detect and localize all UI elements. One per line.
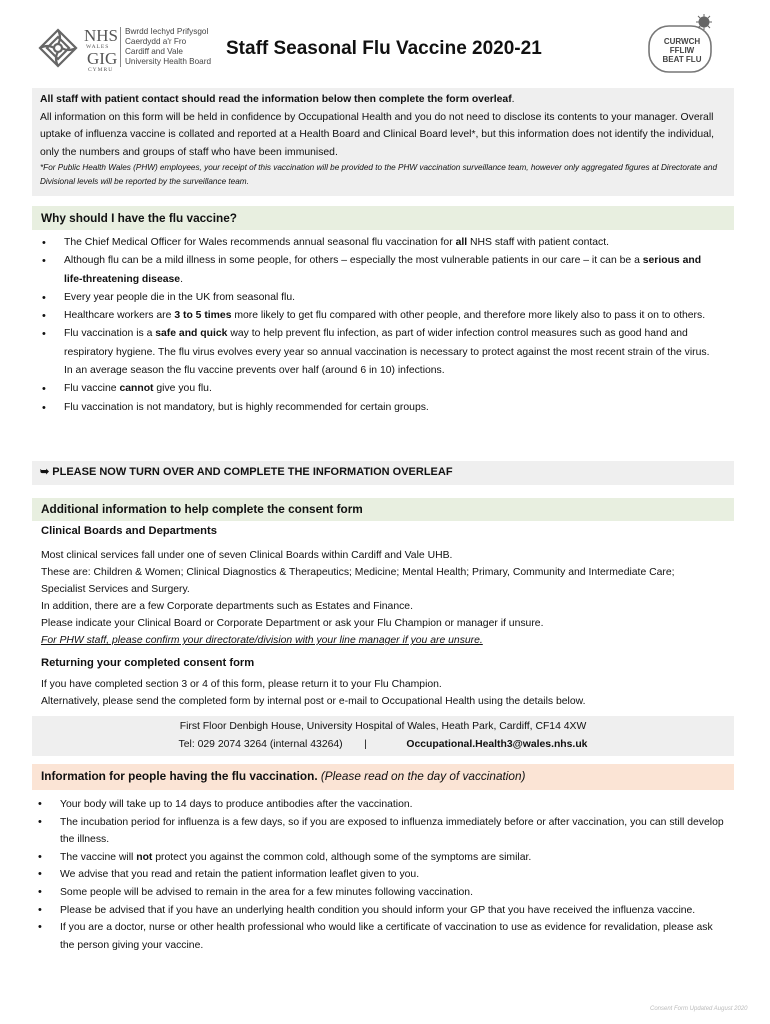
list-item [38,399,710,417]
why-list [38,234,710,417]
hb-line: University Health Board [125,57,212,66]
list-item [34,796,724,814]
intro-panel [32,88,734,196]
gig-text: GIG [87,49,118,68]
nhs-logo [36,26,226,74]
additional-heading: Additional information to help complete the consent form [32,498,734,521]
text: Flu vaccination is not mandatory, but is highly recommended for certain groups. [64,401,429,413]
boards-heading: Clinical Boards and Departments [41,525,217,537]
text: Every year people die in the UK from seasonal flu. [64,291,296,303]
intro-footnote: *For Public Health Wales (PHW) employees, your receipt of this vaccination will be provided to the PHW vaccination surveillance team, however only aggregated figures at Directorate and Divisional levels will be reported by the surveillance team. [40,163,717,186]
text: Healthcare workers are [64,310,175,322]
emphasis: safe and quick [155,328,228,340]
oh-address: First Floor Denbigh House, University Hospital of Wales, Heath Park, Cardiff, CF14 4XW [179,721,587,732]
text: Flu vaccination is a [64,328,156,340]
emphasis: all [455,237,468,248]
why-heading: Why should I have the flu vaccine? [32,206,734,230]
list-item [38,289,710,307]
phw-note: For PHW staff, please confirm your directorate/division with your line manager if you are unsure. [41,635,483,646]
hb-line: Cardiff and Vale [125,47,183,56]
badge-line: CURWCH [663,37,701,46]
list-item [34,884,724,902]
para-line: In addition, there are a few Corporate departments such as Estates and Finance. [41,601,413,612]
boards-text [41,547,721,649]
badge-line: BEAT FLU [662,55,702,64]
para-line: Most clinical services fall under one of seven Clinical Boards within Cardiff and Vale UHB. [41,550,453,561]
intro-lead [40,91,726,109]
text: Your body will take up to 14 days to produce antibodies after the vaccination. [60,799,413,810]
list-item [34,814,724,849]
turn-over-banner [32,461,734,485]
wales-text: WALES [86,44,110,50]
emphasis: cannot [119,383,154,395]
info-heading [32,764,734,790]
info-list [34,796,724,954]
text: The vaccine will [60,851,137,863]
text: Please be advised that if you have an underlying health condition you should inform your GP that you have received the influenza vaccine. [60,904,696,916]
list-item [38,325,710,380]
list-item [34,849,724,867]
arrow-right-icon: ➥ [40,466,50,478]
text: Flu vaccine [64,383,120,395]
hb-line: Bwrdd Iechyd Prifysgol [125,27,209,36]
list-item [34,919,724,954]
return-text [41,676,731,710]
intro-lead-end: . [511,94,515,105]
intro-lead-text: All staff with patient contact should read the information below then complete the form overleaf [40,94,512,105]
health-board-name [120,27,211,67]
text: The incubation period for influenza is a few days, so if you are exposed to influenza immediately before or after vaccination, you can still develop the illness. [60,816,724,846]
beat-flu-badge [642,14,722,76]
text: We advise that you read and retain the patient information leaflet given to you. [60,869,420,881]
emphasis: not [136,851,153,863]
list-item [38,380,710,398]
nhs-text: NHS [84,26,119,45]
para-line: If you have completed section 3 or 4 of this form, please return it to your Flu Champion. [41,679,442,690]
return-heading: Returning your completed consent form [41,657,255,669]
turn-over-text: PLEASE NOW TURN OVER AND COMPLETE THE INFORMATION OVERLEAF [52,466,453,478]
text: Although flu can be a mild illness in some people, for others – especially the most vulnerable patients in our care – it can be a [64,255,643,267]
list-item [38,252,710,289]
text: more likely to get flu compared with other people, and therefore more likely also to pass it on to others. [231,310,706,322]
oh-email-link[interactable]: Occupational.Health3@wales.nhs.uk [406,739,588,750]
text: . [180,273,183,285]
page-title: Staff Seasonal Flu Vaccine 2020-21 [226,38,542,59]
text: NHS staff with patient contact. [467,237,610,248]
cymru-text: CYMRU [88,67,114,73]
dragon-emblem-icon [36,26,80,70]
text: way to help prevent flu infection, as part of wider infection control measures such as good hand and respiratory hygiene. The flu virus evolves every year so annual vaccination is necessary to protect against the most recent strain of the virus. In an average season the flu vaccine prevents over half (around 6 in 10) infections. [64,328,710,377]
para-line: Please indicate your Clinical Board or Corporate Department or ask your Flu Champion or manager if unsure. [41,618,544,629]
para-line: Alternatively, please send the completed form by internal post or e-mail to Occupational Health using the details below. [41,696,586,707]
para-line: These are: Children & Women; Clinical Diagnostics & Therapeutics; Medicine; Mental Health; Primary, Community and Intermediate Care; Specialist Services and Surgery. [41,567,675,595]
text: give you flu. [153,383,212,395]
footer-note: Consent Form Updated August 2020 [650,1006,748,1012]
contact-line [32,736,734,754]
info-heading-note: (Please read on the day of vaccination) [320,769,526,783]
separator: | [364,739,367,750]
info-heading-text: Information for people having the flu vaccination. [41,769,318,783]
emphasis: serious and life-threatening disease [64,255,702,285]
hb-line: Caerdydd a'r Fro [125,37,187,46]
text: The Chief Medical Officer for Wales recommends annual seasonal flu vaccination for [64,237,456,248]
address-panel [32,716,734,756]
badge-line: FFLIW [669,46,695,55]
emphasis: 3 to 5 times [174,310,232,322]
text: protect you against the common cold, although some of the symptoms are similar. [152,851,532,863]
text: If you are a doctor, nurse or other health professional who would like a certificate of vaccination to use as evidence for revalidation, please ask the person giving your vaccine. [60,922,713,951]
list-item [38,234,710,252]
list-item [38,307,710,325]
text: Some people will be advised to remain in the area for a few minutes following vaccination. [60,886,473,898]
intro-body: All information on this form will be held in confidence by Occupational Health and you do not need to disclose its contents to your manager. Overall uptake of influenza vaccine is collated and reported at a Health Board and Clinical Board level*, but this information does not identify the individual, only the numbers and groups of staff who have been immunised. [40,111,715,158]
list-item [34,902,724,920]
oh-phone: Tel: 029 2074 3264 (internal 43264) [178,739,343,750]
list-item [34,866,724,884]
